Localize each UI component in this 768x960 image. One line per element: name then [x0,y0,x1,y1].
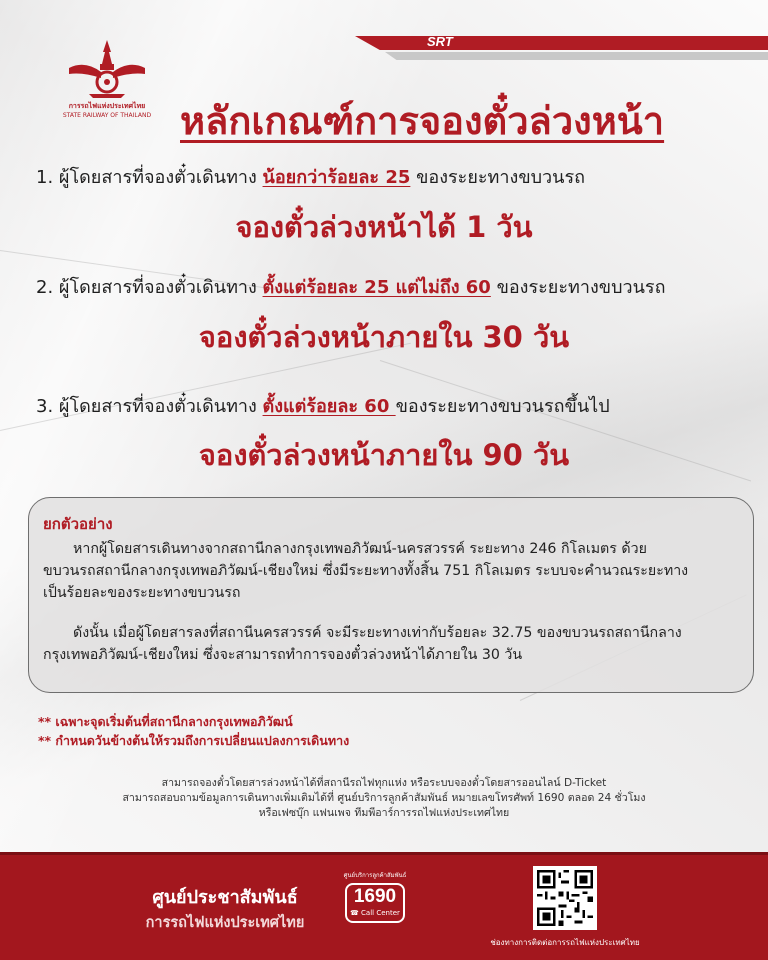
banner-red-stripe [355,36,768,50]
qr-code-graphic [537,870,593,926]
rule-2-suffix: ของระยะทางขบวนรถ [490,277,666,298]
example-p1-line1: หากผู้โดยสารเดินทางจากสถานีกลางกรุงเทพอภิวัฒน์-นครสวรรค์ ระยะทาง 246 กิโลเมตร ด้วย [73,541,647,557]
logo-name-th: การรถไฟแห่งประเทศไทย [68,102,146,110]
srt-emblem-icon [65,38,149,100]
rule-3-result: จองตั๋วล่วงหน้าภายใน 90 วัน [198,438,570,472]
example-p2-line1: ดังนั้น เมื่อผู้โดยสารลงที่สถานีนครสวรรค์ จะมีระยะทางเท่ากับร้อยละ 32.75 ของขบวนรถสถานีกลาง [73,625,682,641]
qr-code-icon[interactable] [533,866,597,930]
info-line-2: สามารถสอบถามข้อมูลการเดินทางเพิ่มเติมได้ที่ ศูนย์บริการลูกค้าสัมพันธ์ หมายเลขโทรศัพท์ 1690 ตลอด 24 ชั่วโมง [122,792,646,804]
rule-3-suffix: ของระยะทางขบวนรถขึ้นไป [395,396,610,417]
rule-3 [36,391,736,420]
banner-grey-stripe [385,52,768,60]
example-box [28,497,754,693]
example-title: ยกตัวอย่าง [43,515,113,533]
rule-1-highlight: น้อยกว่าร้อยละ 25 [262,167,411,188]
example-p2-line2: กรุงเทพอภิวัฒน์-เชียงใหม่ ซึ่งจะสามารถทำการจองตั๋วล่วงหน้าได้ภายใน 30 วัน [43,647,523,663]
pr-center-line2: การรถไฟแห่งประเทศไทย [145,915,305,931]
rule-1-suffix: ของระยะทางขบวนรถ [410,167,586,188]
rule-3-prefix: 3. ผู้โดยสารที่จองตั๋วเดินทาง [36,396,263,417]
rule-1-result: จองตั๋วล่วงหน้าได้ 1 วัน [235,210,533,244]
rule-1-prefix: 1. ผู้โดยสารที่จองตั๋วเดินทาง [36,167,263,188]
call-center-label: ☎ Call Center [350,909,400,917]
contact-info [0,776,768,821]
example-paragraph-2 [43,622,739,666]
phone-icon: ☎ [350,909,362,917]
rule-1 [36,162,736,191]
example-p1-line2: ขบวนรถสถานีกลางกรุงเทพอภิวัฒน์-เชียงใหม่ ซึ่งมีระยะทางทั้งสิ้น 751 กิโลเมตร ระบบจะคำนวณระยะทาง [43,563,689,579]
footer [0,852,768,960]
rule-3-highlight: ตั้งแต่ร้อยละ 60 [262,396,396,417]
srt-logo [62,38,152,118]
pr-center [130,882,320,934]
call-center-box [345,883,405,923]
info-line-1: สามารถจองตั๋วโดยสารล่วงหน้าได้ที่สถานีรถไฟทุกแห่ง หรือระบบจองตั๋วโดยสารออนไลน์ D-Ticket [161,777,607,789]
pr-center-line1: ศูนย์ประชาสัมพันธ์ [152,887,298,908]
footer-top-line [0,852,768,855]
logo-name-en: STATE RAILWAY OF THAILAND [62,112,152,119]
info-line-3: หรือเฟซบุ๊ก แฟนเพจ ทีมพีอาร์การรถไฟแห่งประเทศไทย [258,807,510,819]
notes [38,712,349,750]
banner-srt-text: SRT [427,34,453,49]
call-center-top: ศูนย์บริการลูกค้าสัมพันธ์ [343,872,407,879]
page-title: หลักเกณฑ์การจองตั๋วล่วงหน้า [180,99,665,143]
call-center-badge [340,870,410,942]
rule-2 [36,272,736,301]
rule-2-prefix: 2. ผู้โดยสารที่จองตั๋วเดินทาง [36,277,263,298]
rule-2-highlight: ตั้งแต่ร้อยละ 25 แต่ไม่ถึง 60 [262,277,491,298]
top-banner [355,30,768,64]
example-p1-line3: เป็นร้อยละของระยะทางขบวนรถ [43,585,241,601]
note-2: ** กำหนดวันข้างต้นให้รวมถึงการเปลี่ยนแปลงการเดินทาง [38,733,350,748]
call-center-number: 1690 [353,886,397,907]
qr-caption: ช่องทางการติดต่อการรถไฟแห่งประเทศไทย [490,938,640,947]
example-paragraph-1 [43,538,739,604]
rule-2-result: จองตั๋วล่วงหน้าภายใน 30 วัน [198,320,570,354]
note-1: ** เฉพาะจุดเริ่มต้นที่สถานีกลางกรุงเทพอภิวัฒน์ [38,714,293,729]
